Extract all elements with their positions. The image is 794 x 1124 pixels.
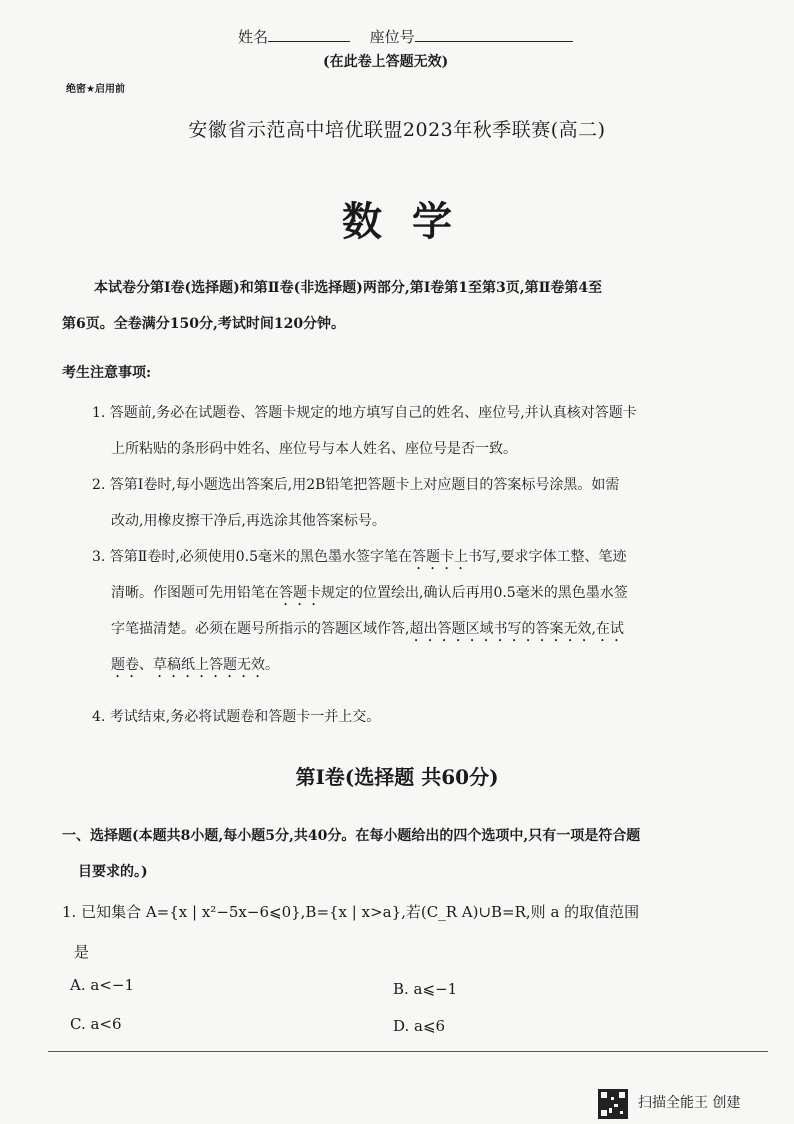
- part1-line-1: 一、选择题(本题共8小题,每小题5分,共40分。在每小题给出的四个选项中,只有一项是符合题: [62, 828, 641, 844]
- intro-paragraph: [62, 270, 752, 342]
- name-blank: [268, 27, 350, 42]
- intro-line-1: 本试卷分第Ⅰ卷(选择题)和第Ⅱ卷(非选择题)两部分,第Ⅰ卷第1至第3页,第Ⅱ卷第4至: [94, 280, 603, 296]
- notice-item-3: [92, 539, 757, 683]
- notice-item-1: [92, 395, 757, 467]
- exam-title: 安徽省示范高中培优联盟2023年秋季联赛(高二): [188, 119, 606, 141]
- notice-item-3-line-2: 清晰。作图题可先用铅笔在答题卡规定的位置绘出,确认后再用0.5毫米的黑色墨水签: [111, 585, 628, 601]
- subject-title: 数学: [342, 198, 482, 245]
- notice-item-4: 4. 考试结束,务必将试题卷和答题卡一并上交。: [92, 709, 381, 725]
- seat-label: 座位号: [369, 28, 415, 46]
- option-d: D. a⩽6: [393, 1017, 446, 1035]
- seat-blank: [415, 27, 573, 42]
- section-title: 第Ⅰ卷(选择题 共60分): [295, 765, 499, 789]
- part1-instructions: [62, 818, 762, 890]
- name-label: 姓名: [238, 28, 269, 46]
- secret-label: 绝密★启用前: [66, 84, 125, 95]
- option-c: C. a<6: [70, 1015, 122, 1033]
- notice-item-2-line-1: 2. 答第Ⅰ卷时,每小题选出答案后,用2B铅笔把答题卡上对应题目的答案标号涂黑。如需: [92, 477, 620, 493]
- notice-item-2: [92, 467, 757, 539]
- notice-item-3-line-4: 题卷、草稿纸上答题无效。: [111, 657, 279, 673]
- footer-divider: [48, 1051, 768, 1052]
- part1-line-2: 目要求的。): [78, 864, 148, 880]
- option-b: B. a⩽−1: [393, 980, 458, 998]
- question-1: [62, 892, 762, 972]
- invalid-note: (在此卷上答题无效): [323, 54, 449, 70]
- question-1-stem-cont: 是: [74, 943, 90, 961]
- option-a: A. a<−1: [70, 976, 134, 994]
- notice-title: 考生注意事项:: [62, 365, 152, 381]
- intro-line-2: 第6页。全卷满分150分,考试时间120分钟。: [62, 316, 346, 332]
- candidate-info-line: [238, 26, 573, 47]
- qr-code-icon: [598, 1089, 628, 1119]
- question-1-stem: 1. 已知集合 A={x | x²−5x−6⩽0},B={x | x>a},若(C_R A)∪B=R,则 a 的取值范围: [62, 903, 640, 921]
- notice-item-2-line-2: 改动,用橡皮擦干净后,再选涂其他答案标号。: [111, 513, 386, 529]
- scanner-label: 扫描全能王 创建: [638, 1095, 741, 1111]
- notice-item-1-line-2: 上所粘贴的条形码中姓名、座位号与本人姓名、座位号是否一致。: [111, 441, 517, 457]
- notice-item-3-line-3: 字笔描清楚。必须在题号所指示的答题区域作答,超出答题区域书写的答案无效,在试: [111, 621, 624, 637]
- notice-item-1-line-1: 1. 答题前,务必在试题卷、答题卡规定的地方填写自己的姓名、座位号,并认真核对答题卡: [92, 405, 637, 421]
- notice-item-3-line-1: 3. 答第Ⅱ卷时,必须使用0.5毫米的黑色墨水签字笔在答题卡上书写,要求字体工整、笔迹: [92, 549, 627, 565]
